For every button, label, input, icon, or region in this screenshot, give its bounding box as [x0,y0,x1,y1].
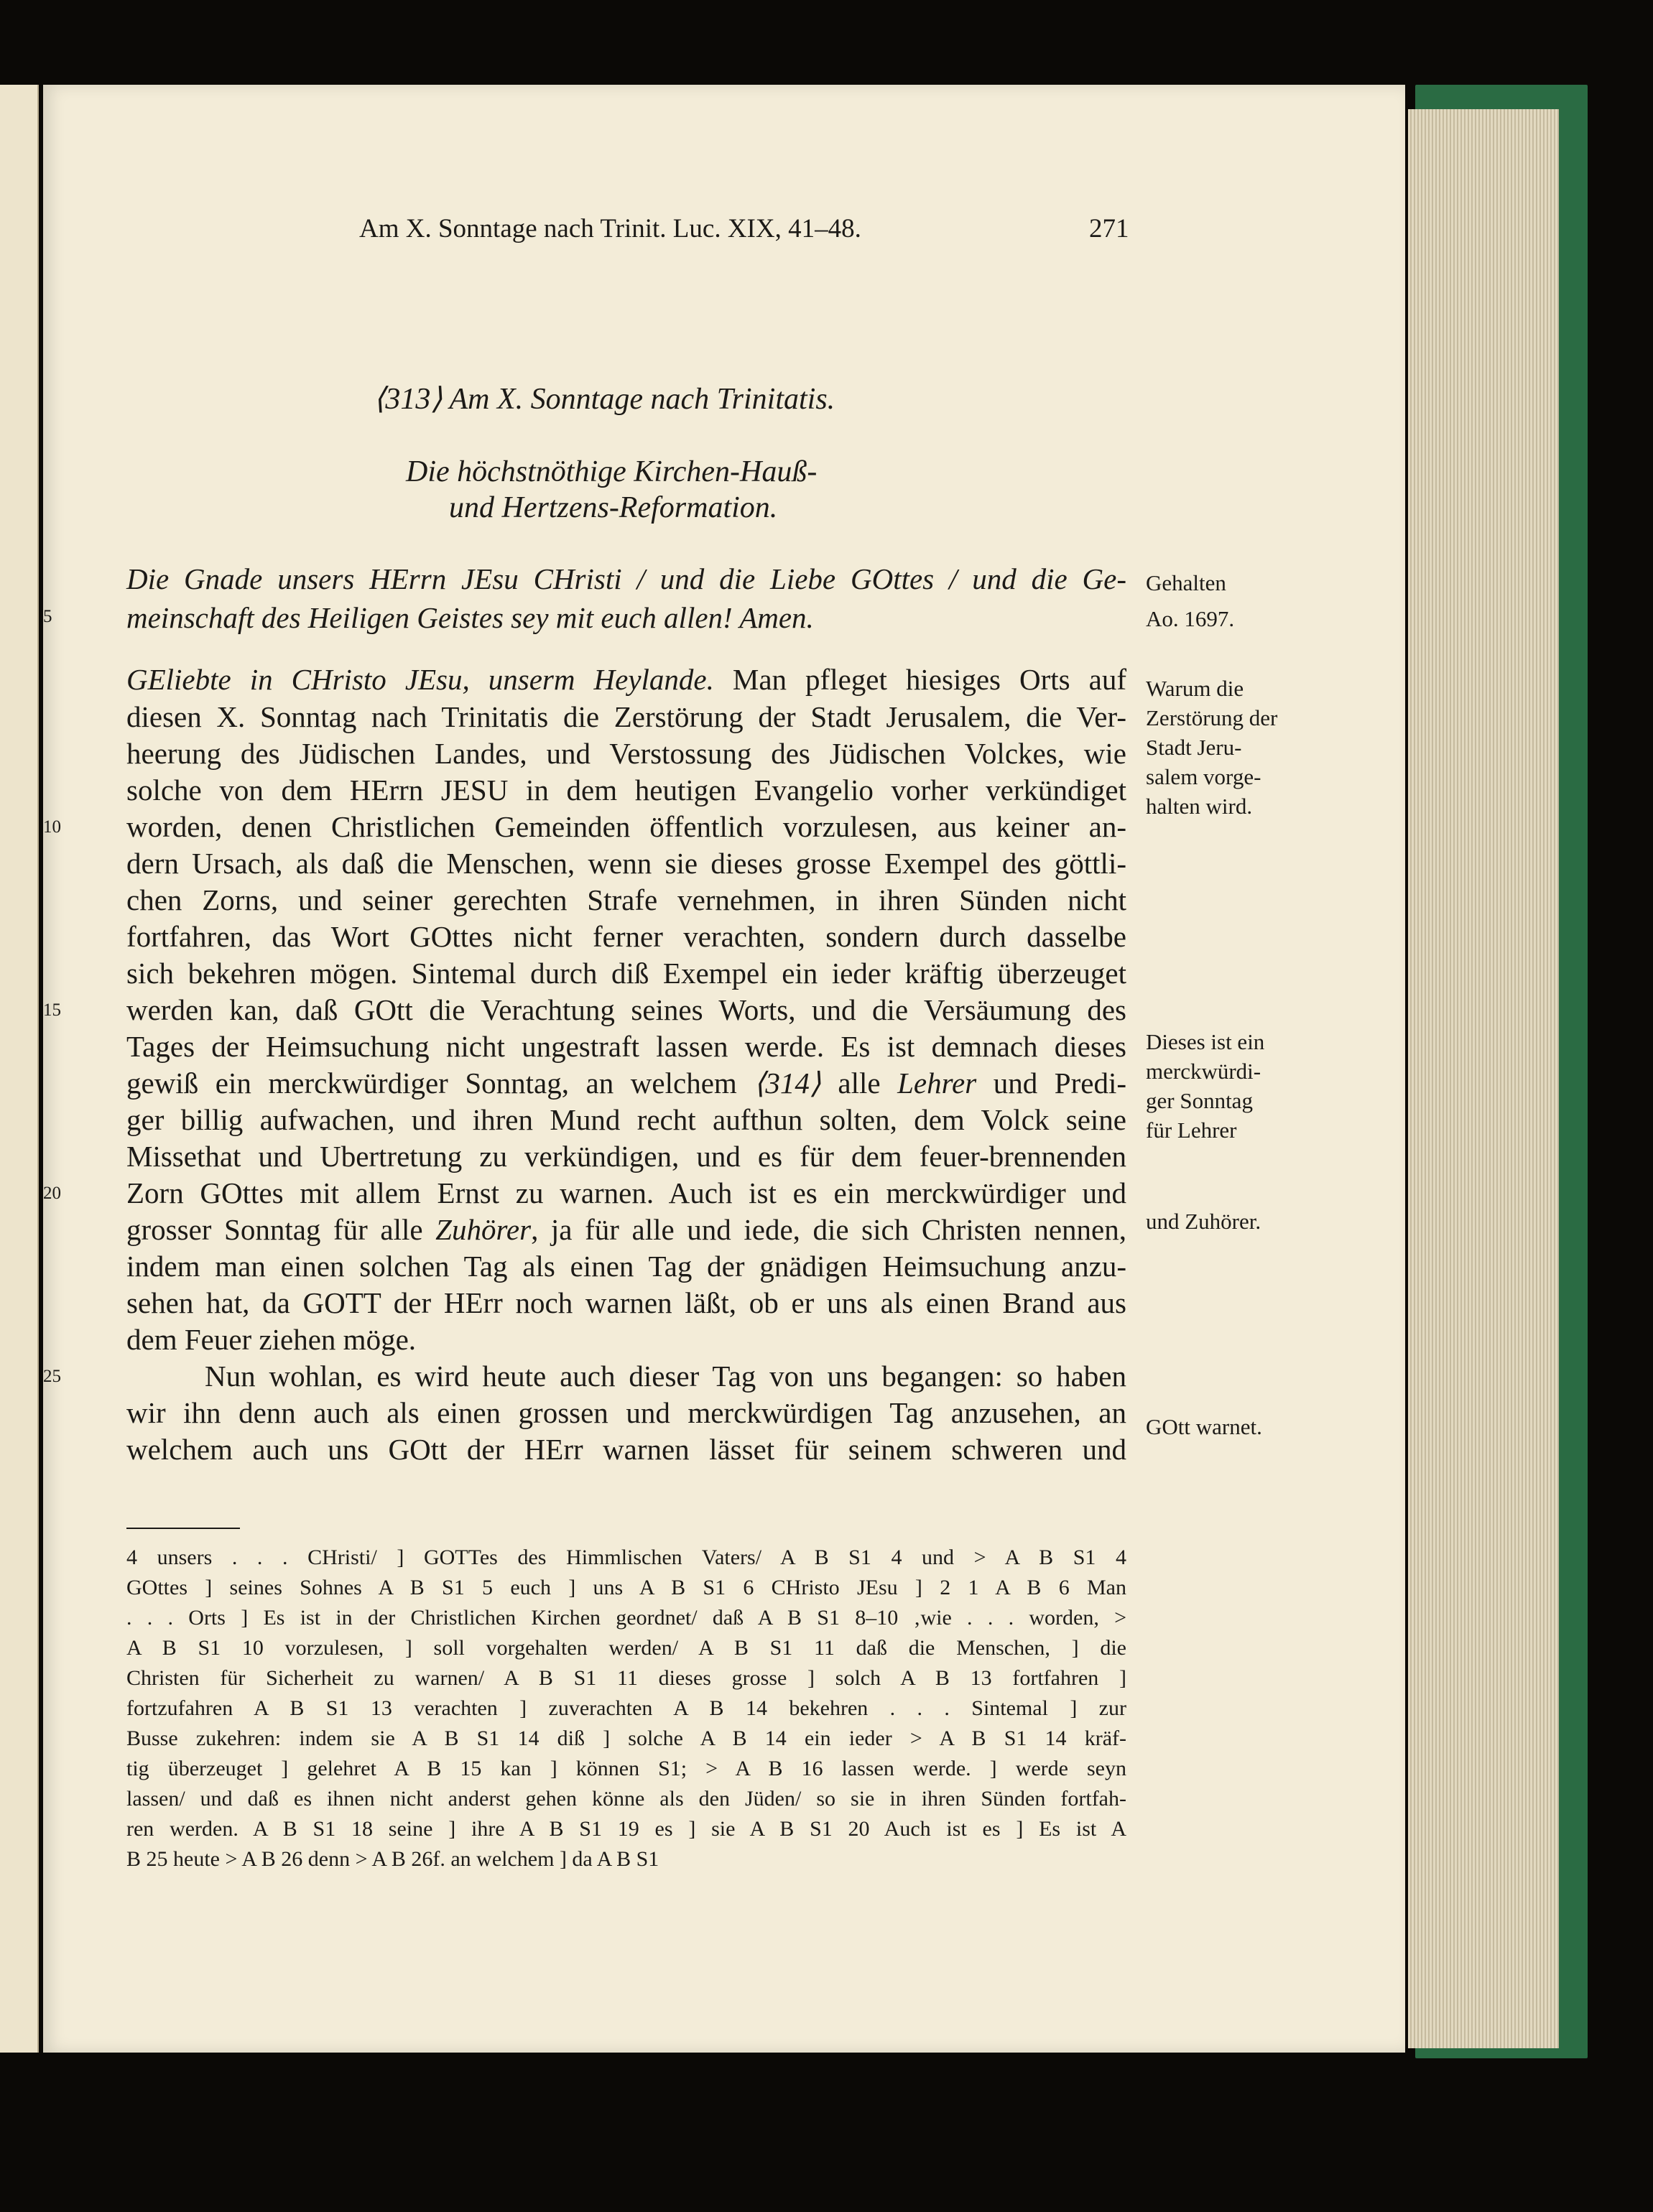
body-line-8: dern Ursach, als daß die Menschen, wenn sie dieses grosse Exempel des göttli- [126,847,1126,880]
body-line-12: werden kan, daß GOtt die Verachtung seines Worts, und die Versäumung des [126,993,1126,1026]
line-number: 10 [43,817,61,837]
sermon-title-line-2: und Hertzens-Reformation. [449,491,778,524]
body-line-4: diesen X. Sonntag nach Trinitatis die Zerstörung der Stadt Jerusalem, die Ver- [126,700,1126,733]
body-line-22: Nun wohlan, es wird heute auch dieser Tag von uns begangen: so haben [205,1360,1126,1393]
margin-note: salem vorge- [1146,764,1261,789]
footnote-line: . . . Orts ] Es ist in der Christlichen Kirchen geordnet/ daß A B S1 8–10 ‚wie . . . worden, > [126,1606,1126,1630]
footnote-line: Christen für Sicherheit zu warnen/ A B S1 11 dieses grosse ] solch A B 13 fortfahren ] [126,1666,1126,1690]
left-page-edge [0,85,39,2053]
body-line-15: ger billig aufwachen, und ihren Mund recht aufthun solten, dem Volck seine [126,1103,1126,1136]
body-line-11: sich bekehren mögen. Sintemal durch diß Exempel ein ieder kräftig überzeuget [126,957,1126,990]
margin-note: halten wird. [1146,794,1253,819]
footnote-line: B 25 heute > A B 26 denn > A B 26f. an welchem ] da A B S1 [126,1847,659,1871]
body-line-9: chen Zorns, und seiner gerechten Strafe vernehmen, in ihren Sünden nicht [126,883,1126,916]
margin-note: Ao. 1697. [1146,606,1235,631]
body-line-1: Die Gnade unsers HErrn JEsu CHristi / und die Liebe GOttes / und die Ge- [126,562,1126,595]
line-number: 25 [43,1367,61,1386]
margin-note: ger Sonntag [1146,1088,1253,1113]
body-line-10: fortfahren, das Wort GOttes nicht ferner verachten, sondern durch dasselbe [126,920,1126,953]
page-edges [1408,109,1559,2048]
body-line-13: Tages der Heimsuchung nicht ungestraft lassen werde. Es ist demnach dieses [126,1030,1126,1063]
body-line-18: grosser Sonntag für alle Zuhörer, ja für alle und iede, die sich Christen nennen, [126,1213,1126,1246]
footnote-line: ren werden. A B S1 18 seine ] ihre A B S1 19 es ] sie A B S1 20 Auch ist es ] Es ist A [126,1817,1126,1841]
line-number: 20 [43,1184,61,1203]
body-line-16: Missethat und Ubertretung zu verkündigen, und es für dem feuer-brennenden [126,1140,1126,1173]
page-number: 271 [1089,214,1129,243]
margin-note: Warum die [1146,676,1244,701]
body-line-5: heerung des Jüdischen Landes, und Verstossung des Jüdischen Volckes, wie [126,737,1126,770]
margin-note: Dieses ist ein [1146,1029,1265,1054]
margin-note: merckwürdi- [1146,1059,1261,1084]
body-line-2: meinschaft des Heiligen Geistes sey mit euch allen! Amen. [126,601,814,634]
margin-note: Gehalten [1146,570,1226,595]
margin-note: und Zuhörer. [1146,1209,1261,1234]
body-line-3: GEliebte in CHristo JEsu, unserm Heylande. Man pfleget hiesiges Orts auf [126,663,1126,696]
body-line-7: worden, denen Christlichen Gemeinden öffentlich vorzulesen, aus keiner an- [126,810,1126,843]
footnote-line: tig überzeuget ] gelehret A B 15 kan ] können S1; > A B 16 lassen werde. ] werde seyn [126,1757,1126,1780]
body-line-14: gewiß ein merckwürdiger Sonntag, an welchem ⟨314⟩ alle Lehrer und Predi- [126,1066,1126,1100]
footnote-line: fortzufahren A B S1 13 verachten ] zuverachten A B 14 bekehren . . . Sintemal ] zur [126,1696,1126,1720]
body-line-23: wir ihn denn auch als einen grossen und merckwürdigen Tag anzusehen, an [126,1396,1126,1429]
line-number: 15 [43,1000,61,1020]
footnote-line: A B S1 10 vorzulesen, ] soll vorgehalten werden/ A B S1 11 daß die Menschen, ] die [126,1636,1126,1660]
sermon-title-line-1: Die höchstnöthige Kirchen-Hauß- [406,455,818,488]
body-line-6: solche von dem HErrn JESU in dem heutigen Evangelio vorher verkündiget [126,773,1126,807]
footnote-line: Busse zukehren: indem sie A B S1 14 diß ] solche A B 14 ein ieder > A B S1 14 kräf- [126,1727,1126,1750]
footnote-rule [126,1528,240,1529]
sermon-heading: ⟨313⟩ Am X. Sonntage nach Trinitatis. [374,383,835,416]
margin-note: Zerstörung der [1146,705,1278,730]
margin-note: Stadt Jeru- [1146,735,1242,760]
line-number: 5 [43,607,52,626]
body-line-24: welchem auch uns GOtt der HErr warnen lässet für seinem schweren und [126,1433,1126,1466]
body-line-17: Zorn GOttes mit allem Ernst zu warnen. Auch ist es ein merckwürdiger und [126,1176,1126,1209]
footnote-line: 4 unsers . . . CHristi/ ] GOTTes des Himmlischen Vaters/ A B S1 4 und > A B S1 4 [126,1546,1126,1569]
running-title: Am X. Sonntage nach Trinit. Luc. XIX, 41–48. [359,214,861,243]
body-line-20: sehen hat, da GOTT der HErr noch warnen läßt, ob er uns als einen Brand aus [126,1286,1126,1319]
body-line-19: indem man einen solchen Tag als einen Tag der gnädigen Heimsuchung anzu- [126,1250,1126,1283]
margin-note: für Lehrer [1146,1117,1237,1143]
salutation: GEliebte in CHristo JEsu, unserm Heylande. [126,663,714,696]
footnote-line: lassen/ und daß es ihnen nicht anderst gehen könne als den Jüden/ so sie in ihren Sünden fortfah- [126,1787,1126,1811]
footnote-line: GOttes ] seines Sohnes A B S1 5 euch ] uns A B S1 6 CHristo JEsu ] 2 1 A B 6 Man [126,1576,1126,1599]
margin-note: GOtt warnet. [1146,1414,1262,1439]
body-line-21: dem Feuer ziehen möge. [126,1323,417,1356]
